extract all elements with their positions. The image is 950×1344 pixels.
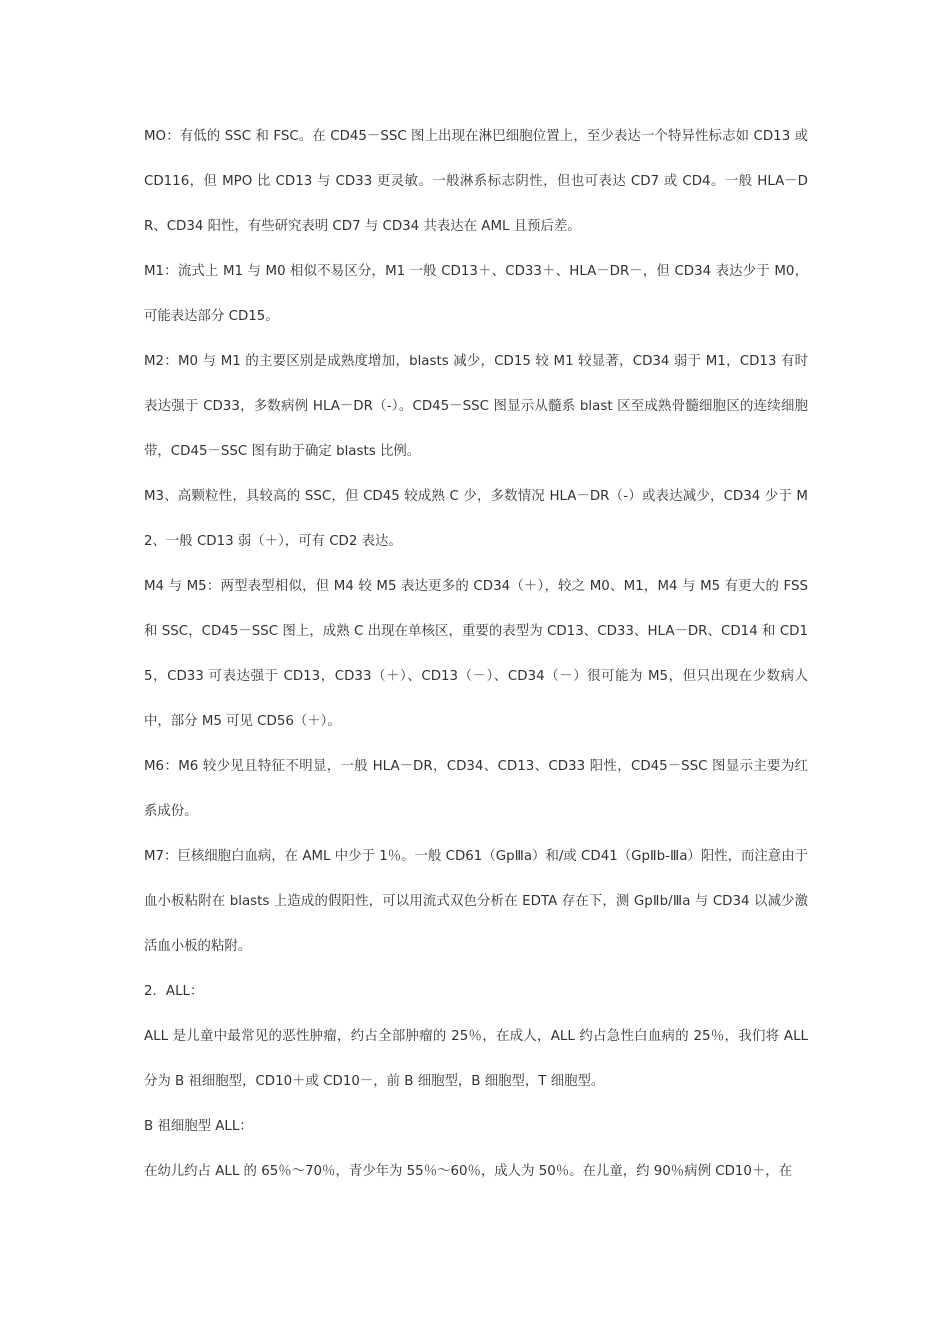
paragraph-m3: M3、高颗粒性，具较高的 SSC，但 CD45 较成熟 C 少，多数情况 HLA－DR（-）或表达减少，CD34 少于 M2、一般 CD13 弱（＋），可有 CD2 表达。 xyxy=(144,489,808,549)
paragraph-all-intro: ALL 是儿童中最常见的恶性肿瘤，约占全部肿瘤的 25％，在成人，ALL 约占急性白血病的 25％，我们将 ALL 分为 B 祖细胞型，CD10＋或 CD10－，前 B 细胞型，B 细胞型，T 细胞型。 xyxy=(144,1029,808,1089)
document-body xyxy=(144,114,808,1194)
paragraph-m4-m5: M4 与 M5：两型表型相似，但 M4 较 M5 表达更多的 CD34（＋），较之 M0、M1，M4 与 M5 有更大的 FSS 和 SSC，CD45－SSC 图上，成熟 C 出现在单核区，重要的表型为 CD13、CD33、HLA－DR、CD14 和 CD15，CD33 可表达强于 CD13，CD33（＋）、CD13（－）、CD34（－）很可能为 M5，但只出现在少数病人中，部分 M5 可见 CD56（＋）。 xyxy=(144,579,808,729)
paragraph-m1: M1：流式上 M1 与 M0 相似不易区分，M1 一般 CD13＋、CD33＋、HLA－DR－，但 CD34 表达少于 M0，可能表达部分 CD15。 xyxy=(144,264,808,324)
paragraph-m7: M7：巨核细胞白血病，在 AML 中少于 1％。一般 CD61（GpⅢa）和/或 CD41（GpⅡb-Ⅲa）阳性，而注意由于血小板粘附在 blasts 上造成的假阳性，可以用流式双色分析在 EDTA 存在下，测 GpⅡb/Ⅲa 与 CD34 以减少激活血小板的粘附。 xyxy=(144,849,808,954)
paragraph-m0: MO：有低的 SSC 和 FSC。在 CD45－SSC 图上出现在淋巴细胞位置上，至少表达一个特异性标志如 CD13 或 CD116，但 MPO 比 CD13 与 CD33 更灵敏。一般淋系标志阴性，但也可表达 CD7 或 CD4。一般 HLA－DR、CD34 阳性，有些研究表明 CD7 与 CD34 共表达在 AML 且预后差。 xyxy=(144,129,808,234)
section-heading-all: 2．ALL： xyxy=(144,984,204,999)
paragraph-m6: M6：M6 较少见且特征不明显，一般 HLA－DR，CD34、CD13、CD33 阳性，CD45－SSC 图显示主要为红系成份。 xyxy=(144,759,808,819)
paragraph-m2: M2：M0 与 M1 的主要区别是成熟度增加，blasts 减少，CD15 较 M1 较显著，CD34 弱于 M1，CD13 有时表达强于 CD33，多数病例 HLA－DR（-）。CD45－SSC 图显示从髓系 blast 区至成熟骨髓细胞区的连续细胞带，CD45－SSC 图有助于确定 blasts 比例。 xyxy=(144,354,808,459)
paragraph-b-progenitor: 在幼儿约占 ALL 的 65％～70％，青少年为 55％～60％，成人为 50％。在儿童，约 90％病例 CD10＋，在 xyxy=(144,1164,793,1179)
subheading-b-progenitor-all: B 祖细胞型 ALL： xyxy=(144,1119,253,1134)
